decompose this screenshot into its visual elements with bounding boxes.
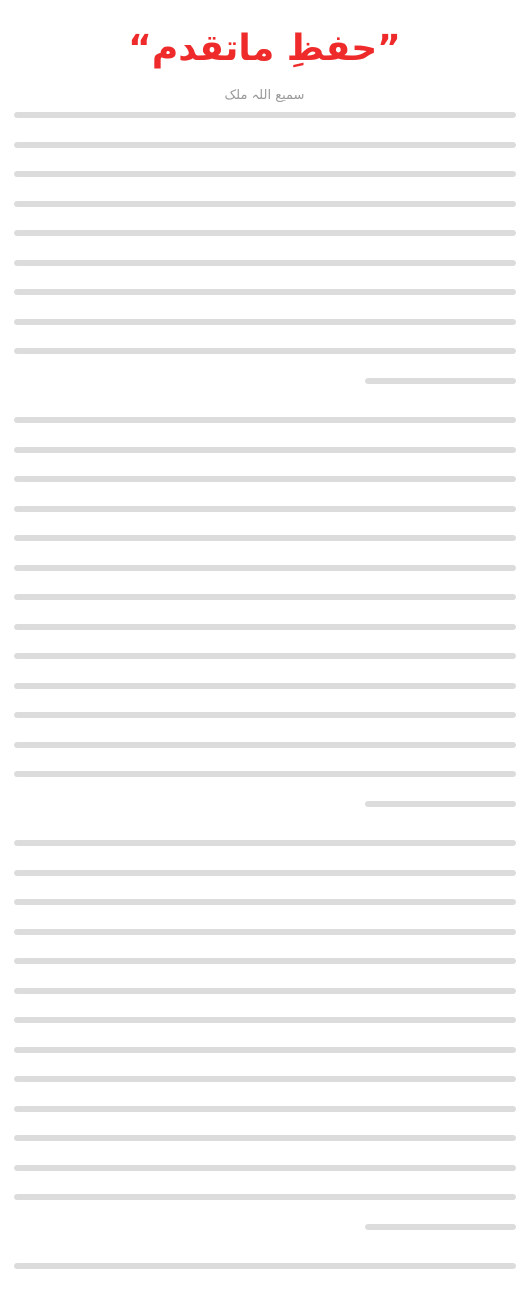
text-line [365,801,516,807]
text-line [14,289,516,295]
text-line [14,771,516,777]
text-line [14,1194,516,1200]
text-line [14,1106,516,1112]
text-line [14,988,516,994]
text-line [14,929,516,935]
text-line [14,1017,516,1023]
text-line [14,1076,516,1082]
text-line [14,594,516,600]
text-line [14,319,516,325]
text-line [14,1165,516,1171]
text-line [14,899,516,905]
text-line [14,840,516,846]
text-line [14,171,516,177]
text-line [14,683,516,689]
text-line [14,535,516,541]
text-line [14,112,516,118]
text-line [14,1263,516,1269]
article-byline: سمیع اللہ ملک [224,88,305,103]
text-line [14,260,516,266]
text-line [365,378,516,384]
text-line [14,1047,516,1053]
text-line [14,958,516,964]
text-line [14,742,516,748]
text-line [14,653,516,659]
text-line [14,417,516,423]
text-line [14,476,516,482]
text-line [14,624,516,630]
text-line [14,348,516,354]
text-line [14,142,516,148]
text-line [365,1224,516,1230]
text-line [14,870,516,876]
article-body [14,112,516,1293]
text-line [14,565,516,571]
text-line [14,712,516,718]
text-line [14,230,516,236]
text-line [14,447,516,453]
article-title: ”حفظِ ماتقدم“ [128,28,401,69]
text-line [14,1135,516,1141]
text-line [14,506,516,512]
text-line [14,201,516,207]
